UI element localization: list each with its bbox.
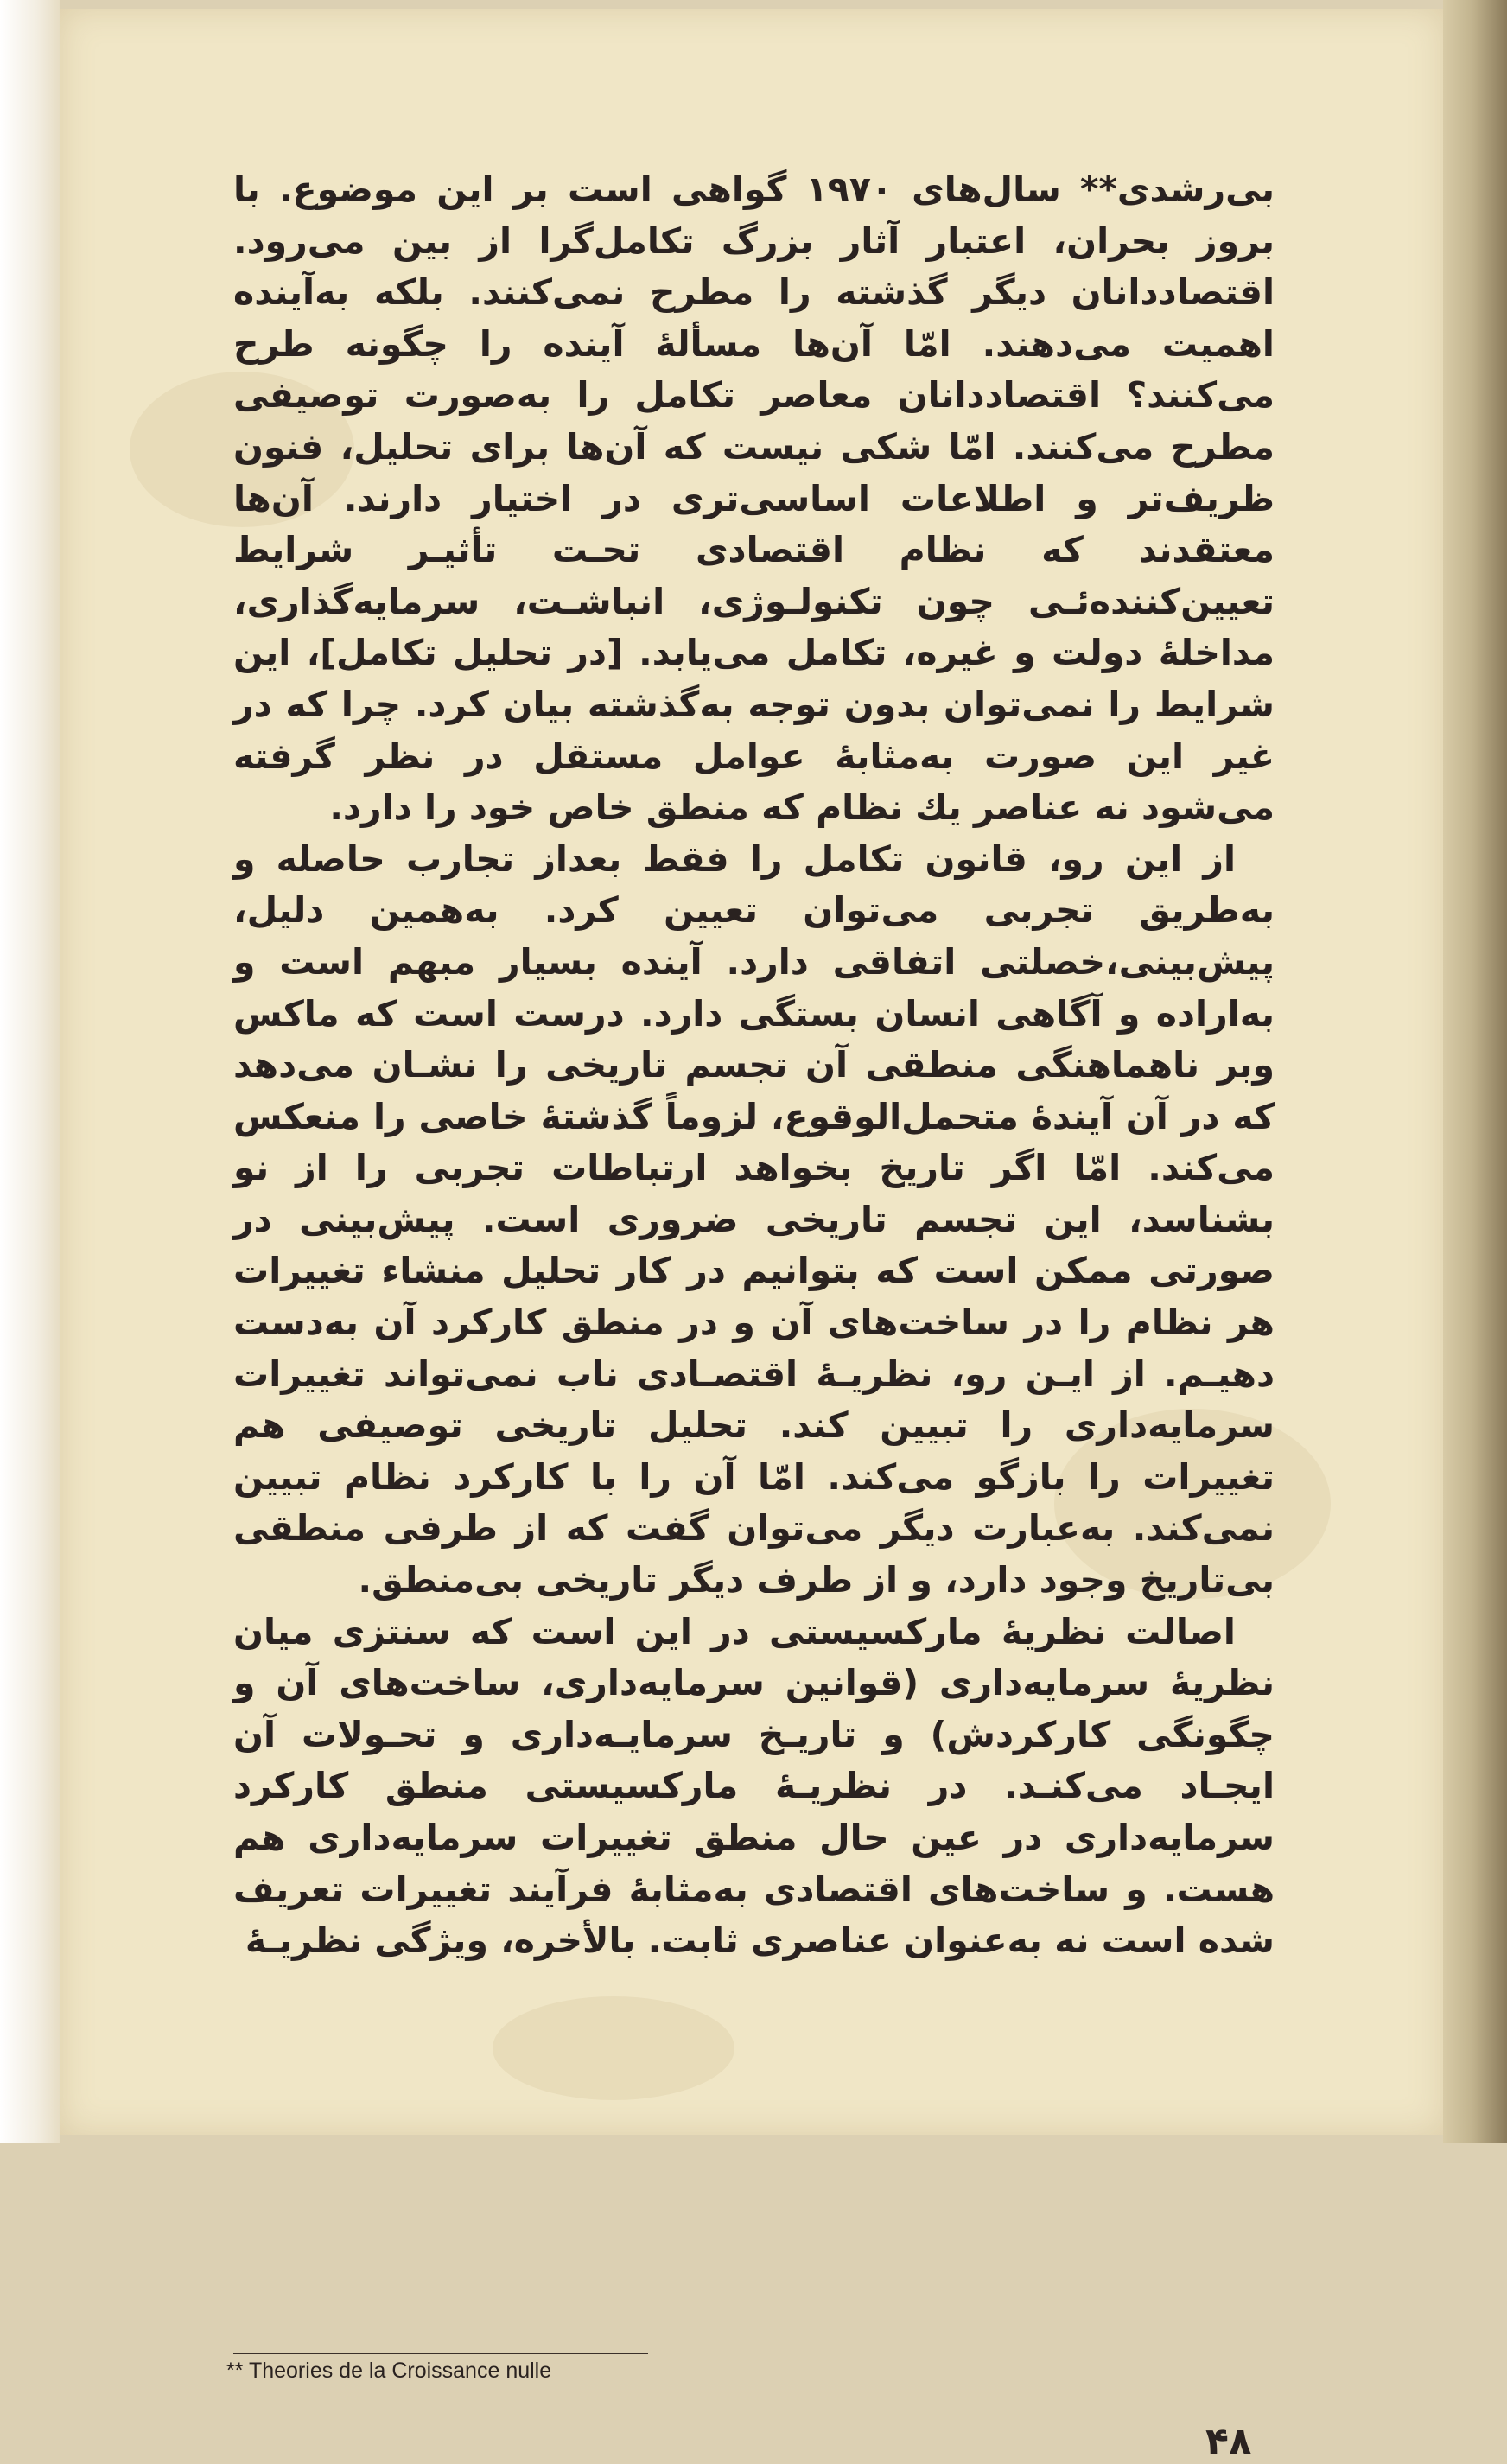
page-number: ۴۸	[1205, 2420, 1252, 2464]
footnote-rule	[233, 2353, 648, 2354]
paragraph-1: بی‌رشدی** سال‌های ۱۹۷۰ گواهی است بر این موضوع. با بروز بحران، اعتبار آثار بزرگ تکامل‌گرا از بین می‌رود. اقتصاددانان دیگر گذشته را مطرح نمی‌کنند. بلکه به‌آینده اهمیت می‌دهند. امّا آن‌ها مسألهٔ آینده را چگونه طرح می‌کنند؟ اقتصاددانان معاصر تکامل را به‌صورت توصیفی مطرح می‌کنند. امّا شکی نیست که آن‌ها برای تحلیل، فنون ظریف‌تر و اطلاعات اساسی‌تری در اختیار دارند. آن‌ها معتقدند که نظام اقتصادی تحـت تأثیـر شرایط تعیین‌کننده‌ئـی چون تکنولـوژی، انباشـت، سرمایه‌گذاری، مداخلهٔ دولت و غیره، تکامل می‌یابد. [در تحلیل تکامل]، این شرایط را نمی‌توان بدون توجه به‌گذشته بیان کرد. چرا که در غیر این صورت به‌مثابهٔ عوامل مستقل در نظر گرفته می‌شود نه عناصر یك نظام که منطق خاص خود را دارد.	[233, 169, 1275, 829]
body-text	[233, 164, 1275, 1967]
paper-left-edge	[0, 0, 60, 2143]
footnote: ** Theories de la Croissance nulle	[226, 2359, 552, 2383]
paragraph-3: اصالت نظریهٔ مارکسیستی در این است که سنتزی میان نظریهٔ سرمایه‌داری (قوانین سرمایه‌داری، ساخت‌های آن و چگونگی کارکردش) و تاریـخ سرمایـه‌داری و تحـولات آن ایجـاد می‌کنـد. در نظریـهٔ مارکسیستی منطق کارکرد سرمایه‌داری در عین حال منطق تغییرات سرمایه‌داری هم هست. و ساخت‌های اقتصادی به‌مثابهٔ فرآیند تغییرات تعریف شده است نه به‌عنوان عناصری ثابت. بالأخره، ویژگی نظریـهٔ	[233, 1610, 1275, 1962]
paper-stain	[493, 1996, 734, 2100]
paragraph-2: از این رو، قانون تکامل را فقط بعداز تجارب حاصله و به‌طریق تجربی می‌توان تعیین کرد. به‌همین دلیل، پیش‌بینی،خصلتی اتفاقی دارد. آینده بسیار مبهم است و به‌اراده و آگاهی انسان بستگی دارد. درست است که ماکس وبر ناهماهنگی منطقی آن تجسم تاریخی را نشـان می‌دهد که در آن آیندهٔ متحمل‌الوقوع، لزوماً گذشتهٔ خاصی را منعکس می‌کند. امّا اگر تاریخ بخواهد ارتباطات تجربی را از نو بشناسد، این تجسم تاریخی ضروری است. پیش‌بینی در صورتی ممکن است که بتوانیم در کار تحلیل منشاء تغییرات هر نظام را در ساخت‌های آن و در منطق کارکرد آن به‌دست دهیـم. از ایـن رو، نظریـهٔ اقتصـادی ناب نمی‌تواند تغییرات سرمایه‌داری را تبیین کند. تحلیل تاریخی توصیفی هم تغییرات را بازگو می‌کند. امّا آن را با کارکرد نظام تبیین نمی‌کند. به‌عبارت دیگر می‌توان گفت که از طرفی منطقی بی‌تاریخ وجود دارد، و از طرف دیگر تاریخی بی‌منطق.	[233, 837, 1275, 1601]
paper-right-edge	[1443, 0, 1507, 2143]
